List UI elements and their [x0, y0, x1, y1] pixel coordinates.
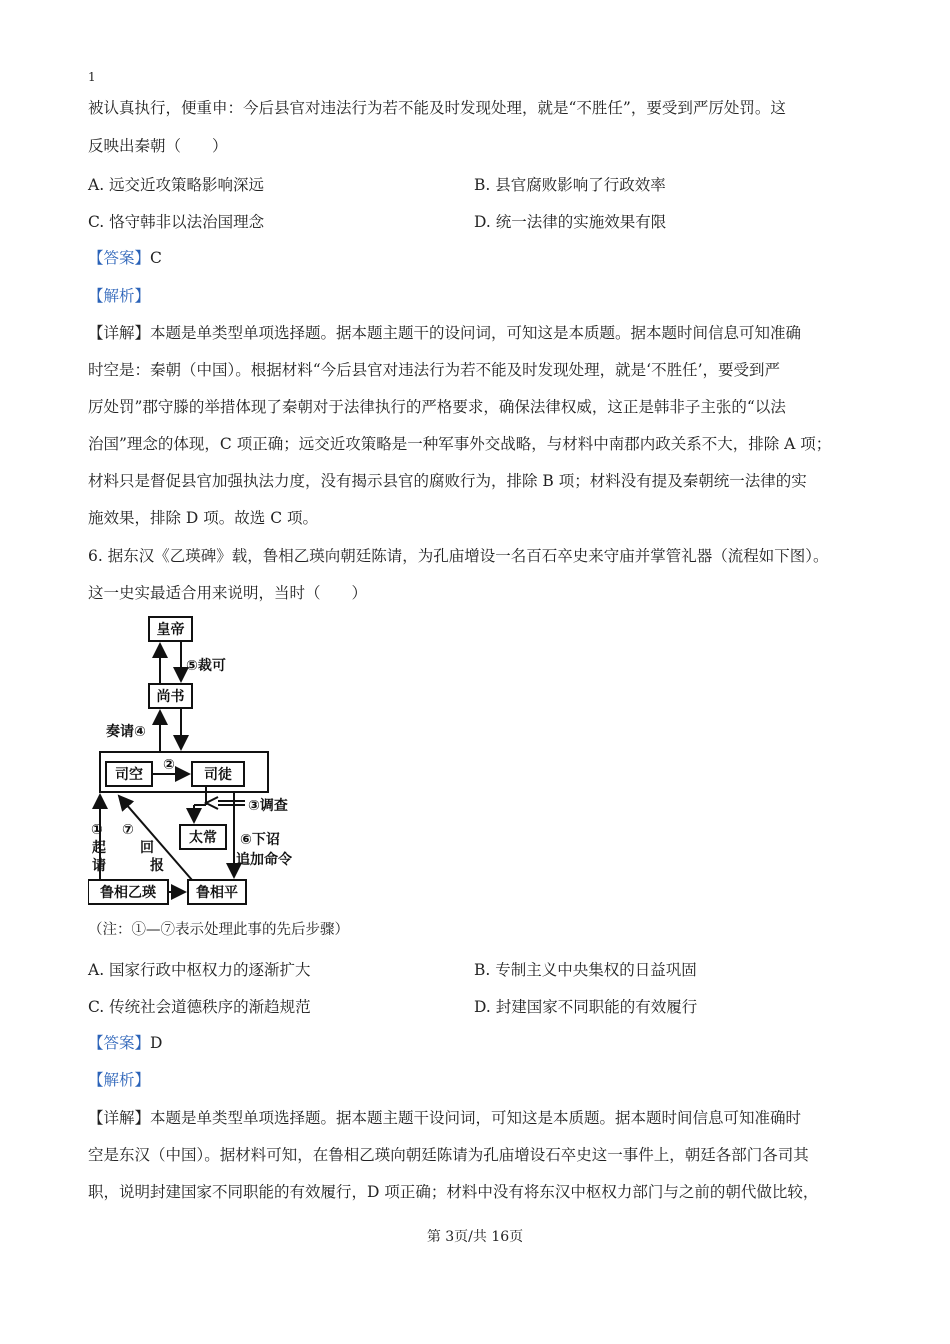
- label-step1-a: 起: [92, 840, 106, 856]
- q6-analysis-label: 【解析】: [88, 1071, 151, 1089]
- label-situ: 司徒: [204, 767, 232, 783]
- q5-option-c: C. 恪守韩非以法治国理念: [88, 213, 265, 231]
- label-taichang: 太常: [189, 830, 217, 846]
- label-ping: 鲁相平: [196, 885, 238, 901]
- q6-note: （注：①—⑦表示处理此事的先后步骤）: [88, 922, 349, 938]
- q6-option-c: C. 传统社会道德秩序的渐趋规范: [88, 998, 311, 1016]
- q5-answer: [88, 248, 162, 268]
- q6-answer-label: 【答案】: [88, 1034, 151, 1052]
- q6-stem-line1: 6. 据东汉《乙瑛碑》载，鲁相乙瑛向朝廷陈请，为孔庙增设一名百石卒史来守庙并掌管礼器（流程如下图）。: [88, 547, 829, 565]
- q6-answer-value: D: [150, 1034, 163, 1052]
- label-step7-b: 报: [150, 858, 164, 874]
- label-shangshu: 尚书: [156, 689, 185, 705]
- q6-detail-line2: 空是东汉（中国）。据材料可知，在鲁相乙瑛向朝廷陈请为孔庙增设石卒史这一事件上，朝廷各部门各司其: [88, 1146, 809, 1164]
- label-step7-a: 回: [140, 840, 154, 856]
- q5-detail-line4: 治国”理念的体现，C 项正确；远交近攻策略是一种军事外交战略，与材料中南郡内政关系不大，排除 A 项；: [88, 435, 832, 453]
- q5-detail-line3: 厉处罚”郡守滕的举措体现了秦朝对于法律执行的严格要求，确保法律权威，这正是韩非子主张的“以法: [88, 398, 786, 416]
- page-footer: 第 3页/共 16页: [426, 1229, 524, 1245]
- q6-option-d: D. 封建国家不同职能的有效履行: [474, 998, 698, 1016]
- q5-detail-line1: 【详解】本题是单类型单项选择题。据本题主题干的设问词，可知这是本质题。据本题时间信息可知准确: [88, 324, 802, 342]
- label-step3: ③调查: [248, 798, 288, 814]
- label-step4: 奏请④: [106, 724, 146, 740]
- q6-option-a: A. 国家行政中枢权力的逐渐扩大: [88, 961, 311, 979]
- label-yiying: 鲁相乙瑛: [100, 885, 156, 901]
- label-sikong: 司空: [115, 767, 143, 783]
- q5-option-a: A. 远交近攻策略影响深远: [88, 176, 265, 194]
- q5-option-d: D. 统一法律的实施效果有限: [474, 213, 667, 231]
- label-step1-num: ①: [91, 822, 103, 838]
- label-huangdi: 皇帝: [156, 622, 185, 638]
- q5-stem-line1: 被认真执行，便重申：今后县官对违法行为若不能及时发现处理，就是“不胜任”，要受到严厉处罚。这: [88, 99, 786, 117]
- q5-detail-line5: 材料只是督促县官加强执法力度，没有揭示县官的腐败行为，排除 B 项；材料没有提及秦朝统一法律的实: [88, 472, 807, 490]
- q5-stem-line2: 反映出秦朝（ ）: [88, 137, 228, 155]
- q6-detail-line1: 【详解】本题是单类型单项选择题。据本题主题干设问词，可知这是本质题。据本题时间信息可知准确时: [88, 1109, 802, 1127]
- q6-detail-label: 【详解】: [88, 1109, 151, 1127]
- q5-option-b: B. 县官腐败影响了行政效率: [474, 176, 666, 194]
- q5-detail-line6: 施效果，排除 D 项。故选 C 项。: [88, 509, 318, 527]
- label-step5: ⑤裁可: [186, 658, 226, 674]
- q5-answer-value: C: [150, 249, 162, 267]
- label-step1-b: 请: [92, 858, 106, 874]
- page-number-top: 1: [88, 70, 96, 84]
- label-step7-num: ⑦: [122, 822, 134, 838]
- label-step6a: ⑥下诏: [240, 832, 280, 848]
- q6-stem-line2: 这一史实最适合用来说明，当时（ ）: [88, 584, 368, 602]
- q5-detail-line2: 时空是：秦朝（中国）。根据材料“今后县官对违法行为若不能及时发现处理，就是‘不胜任’，要受到严: [88, 361, 781, 379]
- q5-analysis-label: 【解析】: [88, 287, 151, 305]
- q6-option-b: B. 专制主义中央集权的日益巩固: [474, 961, 697, 979]
- q6-detail-line3: 职，说明封建国家不同职能的有效履行，D 项正确；材料中没有将东汉中枢权力部门与之前的朝代做比较，: [88, 1183, 819, 1201]
- q5-detail-label: 【详解】: [88, 324, 151, 342]
- flow-diagram: [88, 612, 318, 910]
- label-step2: ②: [163, 757, 175, 773]
- q5-answer-label: 【答案】: [88, 249, 151, 267]
- label-step6b: 追加命令: [236, 852, 292, 868]
- q6-answer: [88, 1033, 162, 1053]
